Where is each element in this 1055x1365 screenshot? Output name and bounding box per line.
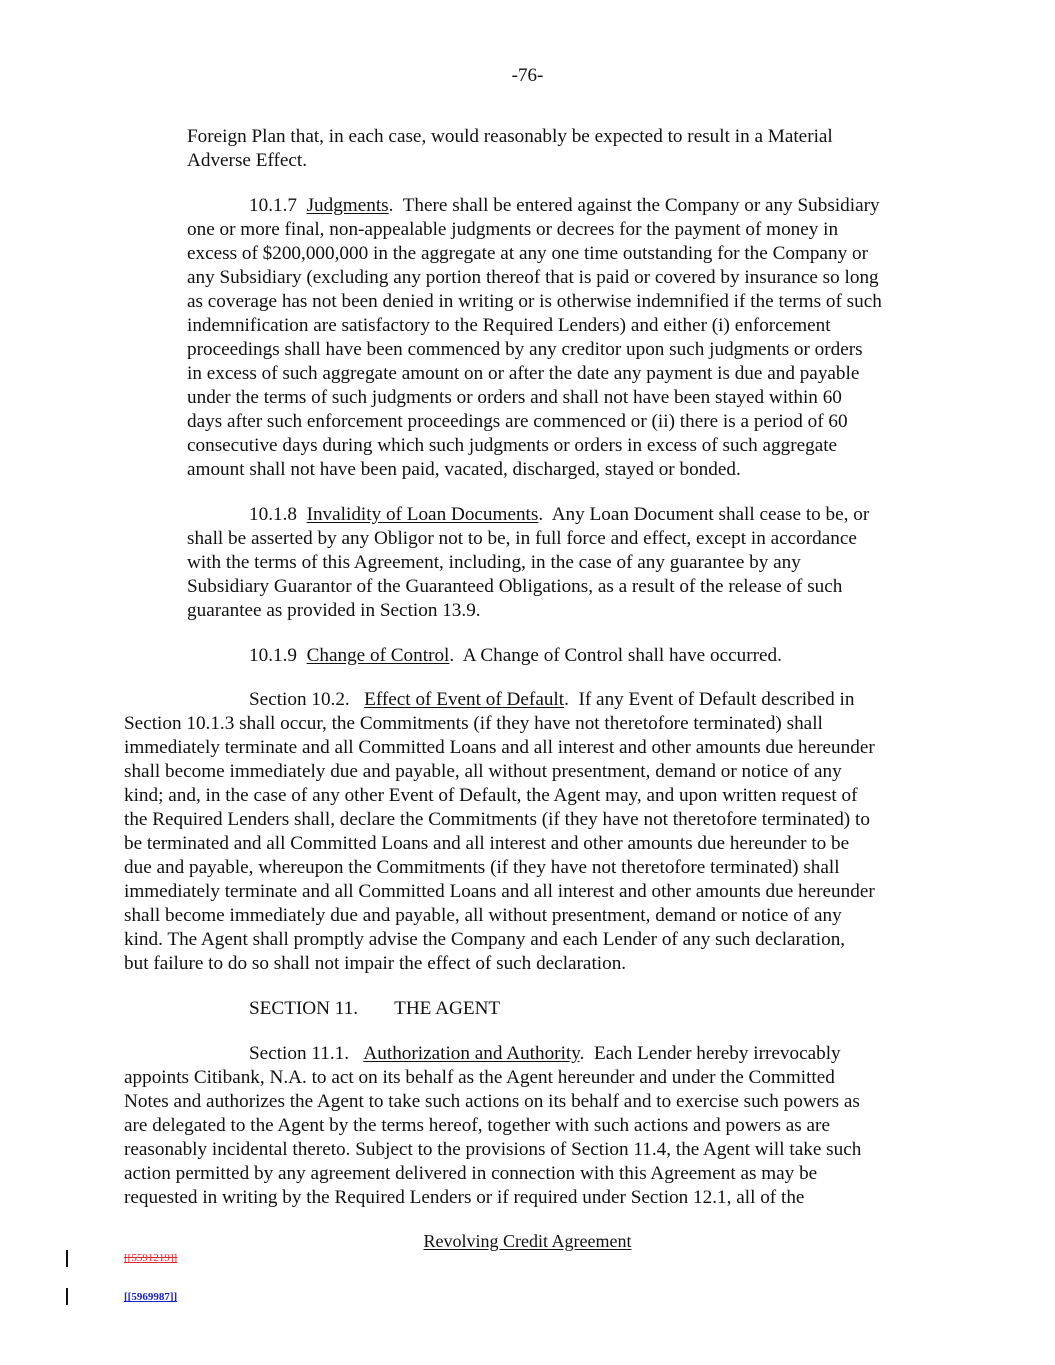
- change-bar: [66, 1288, 68, 1305]
- text-line: immediately terminate and all Committed Loans and all interest and other amounts due hereunder: [124, 737, 875, 758]
- section-heading: Change of Control: [306, 645, 450, 666]
- section-heading: Invalidity of Loan Documents: [306, 504, 539, 525]
- text-line: be terminated and all Committed Loans and all interest and other amounts due hereunder to be: [124, 833, 850, 854]
- text-line: Section 10.1.3 shall occur, the Commitments (if they have not theretofore terminated) shall: [124, 713, 823, 734]
- inserted-document-id: [[5969987]]: [124, 1291, 178, 1303]
- section-11-heading: [124, 997, 500, 1021]
- change-bar: [66, 1250, 68, 1267]
- text-line: requested in writing by the Required Lenders or if required under Section 12.1, all of the: [124, 1187, 805, 1208]
- text-line: shall become immediately due and payable, all without presentment, demand or notice of any: [124, 761, 842, 782]
- section-number: 10.1.8: [249, 504, 297, 525]
- text-line-first: [187, 194, 882, 218]
- text-line: guarantee as provided in Section 13.9.: [187, 600, 481, 621]
- text-line: days after such enforcement proceedings are commenced or (ii) there is a period of 60: [187, 411, 848, 432]
- section-number: Section 10.2.: [249, 689, 350, 710]
- footer-document-title: Revolving Credit Agreement: [423, 1231, 632, 1251]
- text-line: Notes and authorizes the Agent to take such actions on its behalf and to exercise such powers as: [124, 1091, 860, 1112]
- section-10-2-effect-of-default: [124, 688, 875, 976]
- text-line: in excess of such aggregate amount on or after the date any payment is due and payable: [187, 363, 860, 384]
- text-line-first: [124, 1042, 861, 1066]
- section-heading: Authorization and Authority: [363, 1043, 580, 1064]
- text-line: due and payable, whereupon the Commitments (if they have not theretofore terminated) shall: [124, 857, 840, 878]
- paragraph-continuation: [187, 125, 833, 173]
- section-number: Section 11.1.: [249, 1043, 350, 1064]
- section-10-1-9-change-of-control: [187, 644, 782, 668]
- text-line: the Required Lenders shall, declare the Commitments (if they have not theretofore terminated) to: [124, 809, 870, 830]
- section-heading-line: [124, 997, 500, 1021]
- text-line: consecutive days during which such judgments or orders in excess of such aggregate: [187, 435, 838, 456]
- text-line: proceedings shall have been commenced by any creditor upon such judgments or orders: [187, 339, 863, 360]
- text-line: excess of $200,000,000 in the aggregate at any one time outstanding for the Company or: [187, 243, 868, 264]
- section-10-1-7-judgments: [187, 194, 882, 482]
- text-line: kind; and, in the case of any other Event of Default, the Agent may, and upon written request of: [124, 785, 858, 806]
- text-span: . Each Lender hereby irrevocably: [579, 1043, 841, 1064]
- text-line: action permitted by any agreement delivered in connection with this Agreement as may be: [124, 1163, 818, 1184]
- section-number: 10.1.9: [249, 645, 297, 666]
- text-span: . A Change of Control shall have occurred.: [449, 645, 782, 666]
- text-line: under the terms of such judgments or orders and shall not have been stayed within 60: [187, 387, 842, 408]
- text-line: kind. The Agent shall promptly advise the Company and each Lender of any such declaration,: [124, 929, 846, 950]
- text-span: . There shall be entered against the Company or any Subsidiary: [388, 195, 880, 216]
- section-10-1-8-invalidity: [187, 503, 869, 623]
- text-line: indemnification are satisfactory to the Required Lenders) and either (i) enforcement: [187, 315, 831, 336]
- section-number: 10.1.7: [249, 195, 297, 216]
- text-span: . If any Event of Default described in: [564, 689, 855, 710]
- section-11-1-authorization: [124, 1042, 861, 1210]
- text-line-first: [187, 503, 869, 527]
- text-line: any Subsidiary (excluding any portion thereof that is paid or covered by insurance so long: [187, 267, 879, 288]
- text-span: . Any Loan Document shall cease to be, or: [538, 504, 870, 525]
- page-number: -76-: [511, 65, 544, 86]
- text-line: appoints Citibank, N.A. to act on its behalf as the Agent hereunder and under the Committed: [124, 1067, 835, 1088]
- section-title: THE AGENT: [394, 998, 501, 1019]
- text-line: are delegated to the Agent by the terms hereof, together with such actions and powers as are: [124, 1115, 830, 1136]
- text-line: shall be asserted by any Obligor not to be, in full force and effect, except in accordance: [187, 528, 857, 549]
- text-line: one or more final, non-appealable judgments or decrees for the payment of money in: [187, 219, 839, 240]
- text-line: shall become immediately due and payable, all without presentment, demand or notice of any: [124, 905, 842, 926]
- deleted-document-id: [[5591219]]: [124, 1252, 178, 1264]
- text-line: amount shall not have been paid, vacated, discharged, stayed or bonded.: [187, 459, 741, 480]
- section-heading: Effect of Event of Default: [364, 689, 565, 710]
- text-line: immediately terminate and all Committed Loans and all interest and other amounts due hereunder: [124, 881, 875, 902]
- section-number: SECTION 11.: [249, 998, 359, 1019]
- text-line: reasonably incidental thereto. Subject to the provisions of Section 11.4, the Agent will take such: [124, 1139, 862, 1160]
- text-line: but failure to do so shall not impair the effect of such declaration.: [124, 953, 627, 974]
- text-line-first: [187, 644, 782, 668]
- section-heading: Judgments: [306, 195, 389, 216]
- text-line: with the terms of this Agreement, including, in the case of any guarantee by any: [187, 552, 801, 573]
- text-line-first: [124, 688, 875, 712]
- text-line: as coverage has not been denied in writing or is otherwise indemnified if the terms of such: [187, 291, 882, 312]
- text-line: Adverse Effect.: [187, 150, 308, 171]
- text-line: Subsidiary Guarantor of the Guaranteed Obligations, as a result of the release of such: [187, 576, 843, 597]
- text-line: Foreign Plan that, in each case, would reasonably be expected to result in a Material: [187, 126, 833, 147]
